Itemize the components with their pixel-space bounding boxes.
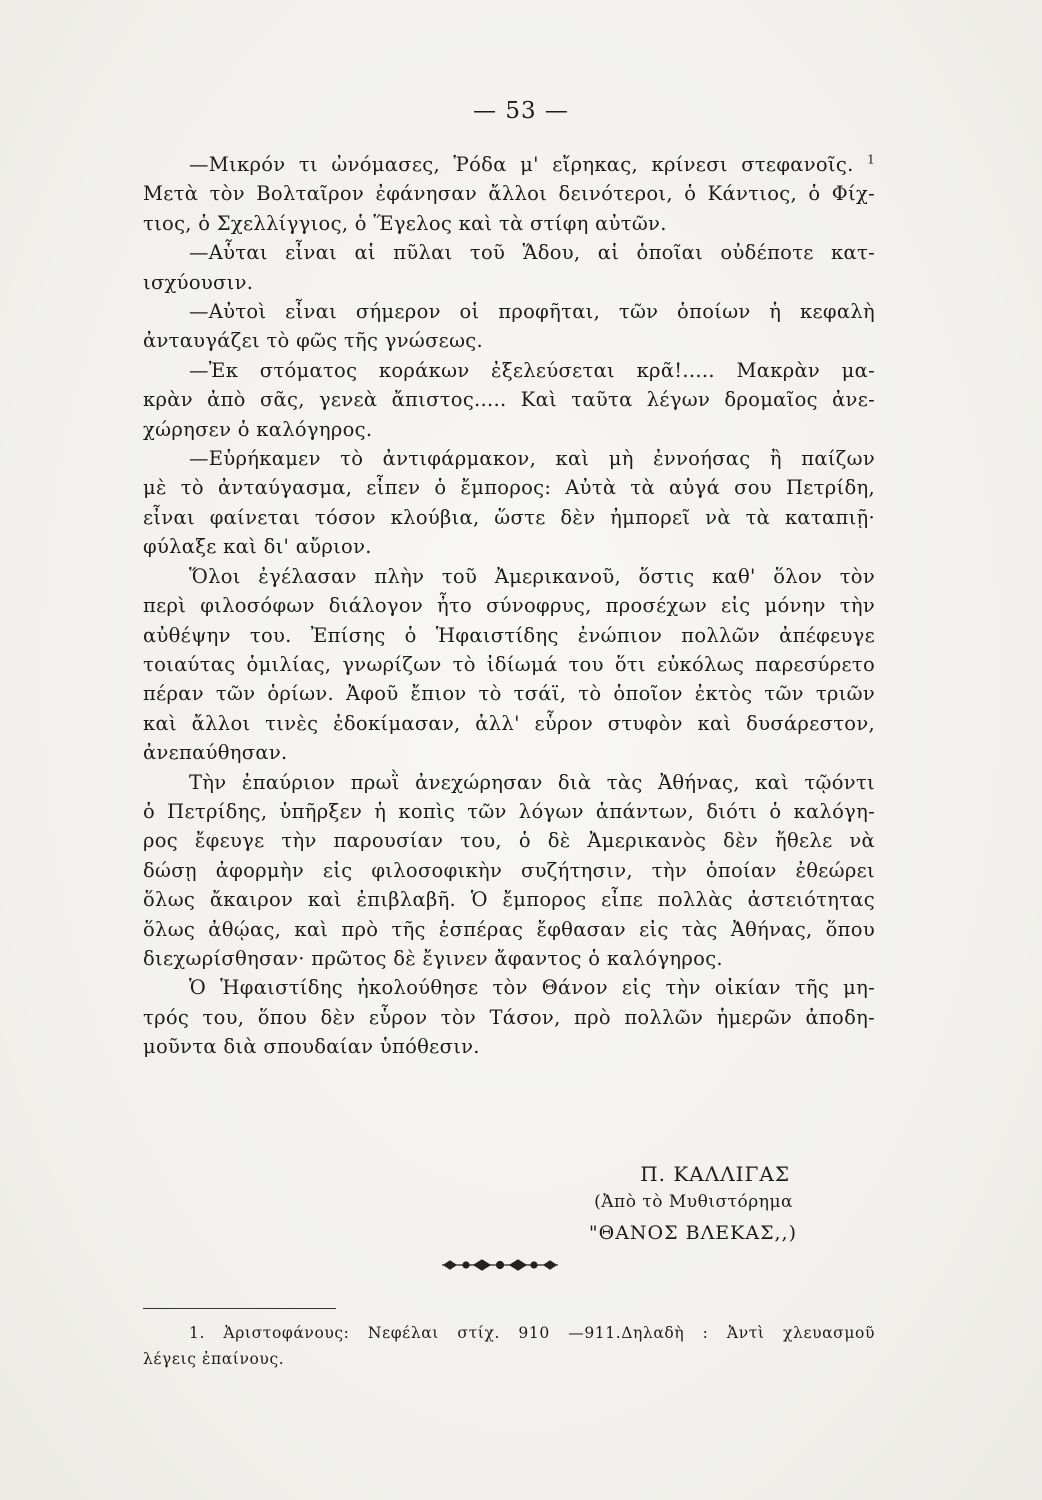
text-line: —Αὐτοὶ εἶναι σήμερον οἱ προφῆται, τῶν ὁποίων ἡ κεφαλὴ <box>189 300 875 324</box>
text-line: τρός του, ὅπου δὲν εὗρον τὸν Τάσον, πρὸ πολλῶν ἡμερῶν ἀποδη- <box>143 1005 875 1029</box>
text-line: εἶναι φαίνεται τόσον κλούβια, ὥστε δὲν ἠμπορεῖ νὰ τὰ καταπιῇ· <box>143 505 875 529</box>
text-line: ὁ Πετρίδης, ὑπῆρξεν ἡ κοπὶς τῶν λόγων ἁπάντων, διότι ὁ καλόγη- <box>143 799 875 823</box>
text-line: —Αὗται εἶναι αἱ πῦλαι τοῦ Ἅδου, αἱ ὁποῖαι οὐδέποτε κατ- <box>189 241 875 265</box>
text-line: πέραν τῶν ὁρίων. Ἀφοῦ ἔπιον τὸ τσάϊ, τὸ ὁποῖον ἐκτὸς τῶν τριῶν <box>143 682 875 706</box>
paragraph <box>143 768 875 974</box>
text-line: Μετὰ τὸν Βολταῖρον ἐφάνησαν ἄλλοι δεινότεροι, ὁ Κάντιος, ὁ Φίχ- <box>143 182 875 206</box>
novel-title: "ΘΑΝΟΣ ΒΛΕΚΑΣ,,) <box>588 1222 797 1244</box>
text-line: ἀνεπαύθησαν. <box>143 741 288 765</box>
page-number: — 53 — <box>473 98 569 124</box>
paragraph <box>143 356 875 444</box>
text-line: Ὅλοι ἐγέλασαν πλὴν τοῦ Ἀμερικανοῦ, ὅστις καθ' ὅλον τὸν <box>189 564 875 588</box>
ornament-divider <box>440 1257 560 1273</box>
footnote <box>143 1320 875 1372</box>
text-line: τοιαύτας ὁμιλίας, γνωρίζων τὸ ἰδίωμά του ὅτι εὐκόλως παρεσύρετο <box>143 652 875 676</box>
paragraph <box>143 562 875 768</box>
text-line: ισχύουσιν. <box>143 270 254 294</box>
paragraph <box>143 973 875 1061</box>
text-line: ρος ἔφευγε τὴν παρουσίαν του, ὁ δὲ Ἀμερικανὸς δὲν ἤθελε νὰ <box>143 829 875 853</box>
text-line: —Ἐκ στόματος κοράκων ἐξελεύσεται κρᾶ!..... Μακρὰν μα- <box>189 358 875 382</box>
text-line: φύλαξε καὶ δι' αὔριον. <box>143 535 372 559</box>
text-line: κρὰν ἀπὸ σᾶς, γενεὰ ἄπιστος..... Καὶ ταῦτα λέγων δρομαῖος ἀνε- <box>143 388 875 412</box>
text-line: δώσῃ ἀφορμὴν εἰς φιλοσοφικὴν συζήτησιν, τὴν ὁποίαν ἐθεώρει <box>143 858 875 882</box>
main-text <box>143 150 875 1062</box>
footnote-marker: 1 <box>867 152 876 167</box>
paragraph <box>143 297 875 356</box>
text-line: μοῦντα διὰ σπουδαίαν ὑπόθεσιν. <box>143 1035 480 1059</box>
author-signature: Π. ΚΑΛΛΙΓΑΣ <box>640 1162 790 1186</box>
text-line: καὶ ἄλλοι τινὲς ἐδοκίμασαν, ἀλλ' εὗρον στυφὸν καὶ δυσάρεστον, <box>143 711 875 735</box>
text-line: χώρησεν ὁ καλόγηρος. <box>143 417 373 441</box>
text-line: —Μικρόν τι ὠνόμασες, Ῥόδα μ' εἴρηκας, κρίνεσι στεφανοῖς. $^1$ <box>189 152 876 176</box>
footnote-separator <box>143 1308 336 1309</box>
paragraph <box>143 444 875 562</box>
text-line: αὐθέψην του. Ἐπίσης ὁ Ἡφαιστίδης ἐνώπιον πολλῶν ἀπέφευγε <box>143 623 875 647</box>
text-line: ὅλως ἀθῴας, καὶ πρὸ τῆς ἑσπέρας ἔφθασαν εἰς τὰς Ἀθήνας, ὅπου <box>143 917 875 941</box>
text-line: ἀνταυγάζει τὸ φῶς τῆς γνώσεως. <box>143 329 484 353</box>
source-note: (Ἀπὸ τὸ Μυθιστόρημα <box>594 1192 793 1212</box>
text-line: μὲ τὸ ἀνταύγασμα, εἶπεν ὁ ἔμπορος: Αὐτὰ τὰ αὐγά σου Πετρίδη, <box>143 476 875 500</box>
text-line: διεχωρίσθησαν· πρῶτος δὲ ἔγινεν ἄφαντος ὁ καλόγηρος. <box>143 946 723 970</box>
paragraph <box>143 150 875 238</box>
text-line: Ὁ Ἡφαιστίδης ἠκολούθησε τὸν Θάνον εἰς τὴν οἰκίαν τῆς μη- <box>189 976 875 1000</box>
footnote-line: 1. Ἀριστοφάνους: Νεφέλαι στίχ. 910 —911.Δηλαδὴ : Ἀντὶ χλευασμοῦ <box>189 1324 875 1342</box>
text-line: —Εὑρήκαμεν τὸ ἀντιφάρμακον, καὶ μὴ ἐννοήσας ἢ παίζων <box>189 447 875 471</box>
text-line: Τὴν ἐπαύριον πρωῒ ἀνεχώρησαν διὰ τὰς Ἀθήνας, καὶ τῷόντι <box>189 770 875 794</box>
footnote-line: λέγεις ἐπαίνους. <box>143 1350 285 1368</box>
paragraph <box>143 238 875 297</box>
text-line: περὶ φιλοσόφων διάλογον ἦτο σύνοφρυς, προσέχων εἰς μόνην τὴν <box>143 594 875 618</box>
text-line: τιος, ὁ Σχελλίγγιος, ὁ Ἕγελος καὶ τὰ στίφη αὐτῶν. <box>143 211 667 235</box>
text-line: ὅλως ἄκαιρον καὶ ἐπιβλαβῆ. Ὁ ἔμπορος εἶπε πολλὰς ἀστειότητας <box>143 888 875 912</box>
